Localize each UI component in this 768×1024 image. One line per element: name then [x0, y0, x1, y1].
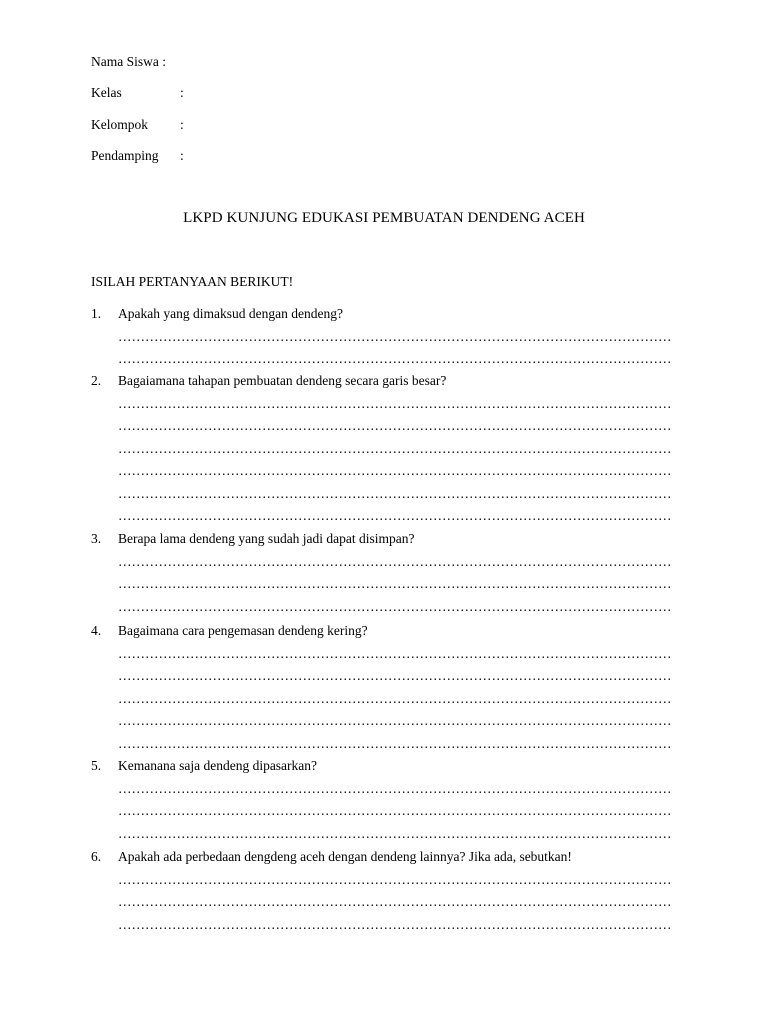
answer-line[interactable]: ……………………………………………………………………………………………………………	[118, 508, 672, 523]
field-label: Pendamping	[91, 148, 159, 163]
question-number: 1.	[91, 306, 102, 321]
field-kelompok	[91, 117, 391, 133]
answer-line[interactable]: ……………………………………………………………………………………………………………	[118, 598, 672, 614]
answer-line[interactable]: ……………………………………………………………………………………………………………	[118, 825, 672, 841]
answer-line[interactable]: ……………………………………………………………………………………………………………	[118, 780, 672, 796]
answer-line[interactable]: ……………………………………………………………………………………………………………	[118, 690, 672, 706]
field-colon: :	[180, 117, 184, 132]
answer-line[interactable]: ……………………………………………………………………………………………………………	[118, 440, 672, 456]
answer-line[interactable]: ……………………………………………………………………………………………………………	[118, 395, 672, 411]
answer-line[interactable]: ……………………………………………………………………………………………………………	[118, 916, 672, 932]
question-text: Kemanana saja dendeng dipasarkan?	[118, 758, 318, 773]
field-label: Nama Siswa :	[91, 54, 166, 69]
answer-line[interactable]: ……………………………………………………………………………………………………………	[118, 713, 672, 728]
question-text: Bagaiamana tahapan pembuatan dendeng secara garis besar?	[118, 373, 447, 388]
question-text: Apakah ada perbedaan dengdeng aceh dengan dendeng lainnya? Jika ada, sebutkan!	[118, 849, 572, 864]
answer-line[interactable]: ……………………………………………………………………………………………………………	[118, 328, 672, 344]
question-text: Apakah yang dimaksud dengan dendeng?	[118, 306, 343, 321]
answer-line[interactable]: ……………………………………………………………………………………………………………	[118, 871, 672, 887]
question-number: 6.	[91, 849, 102, 864]
answer-line[interactable]: ……………………………………………………………………………………………………………	[118, 645, 672, 661]
field-colon: :	[180, 85, 184, 100]
answer-line[interactable]: ……………………………………………………………………………………………………………	[118, 668, 672, 683]
answer-line[interactable]: ……………………………………………………………………………………………………………	[118, 553, 672, 569]
instruction-text: ISILAH PERTANYAAN BERIKUT!	[91, 274, 294, 289]
field-label: Kelompok	[91, 117, 148, 132]
answer-line[interactable]: ……………………………………………………………………………………………………………	[118, 803, 672, 818]
question-number: 5.	[91, 758, 102, 773]
question-number: 3.	[91, 531, 102, 546]
answer-line[interactable]: ……………………………………………………………………………………………………………	[118, 894, 672, 909]
worksheet-title: LKPD KUNJUNG EDUKASI PEMBUATAN DENDENG ACEH	[183, 210, 585, 226]
answer-line[interactable]: ……………………………………………………………………………………………………………	[118, 576, 672, 591]
answer-line[interactable]: ……………………………………………………………………………………………………………	[118, 485, 672, 501]
answer-line[interactable]: ……………………………………………………………………………………………………………	[118, 351, 672, 366]
question-text: Bagaimana cara pengemasan dendeng kering?	[118, 623, 368, 638]
field-nama-siswa	[91, 54, 391, 70]
field-kelas	[91, 85, 391, 101]
answer-line[interactable]: ……………………………………………………………………………………………………………	[118, 735, 672, 751]
field-pendamping	[91, 148, 391, 164]
answer-line[interactable]: ……………………………………………………………………………………………………………	[118, 418, 672, 433]
question-text: Berapa lama dendeng yang sudah jadi dapat disimpan?	[118, 531, 415, 546]
question-number: 4.	[91, 623, 102, 638]
field-label: Kelas	[91, 85, 122, 100]
question-number: 2.	[91, 373, 102, 388]
field-colon: :	[180, 148, 184, 163]
answer-line[interactable]: ……………………………………………………………………………………………………………	[118, 463, 672, 478]
